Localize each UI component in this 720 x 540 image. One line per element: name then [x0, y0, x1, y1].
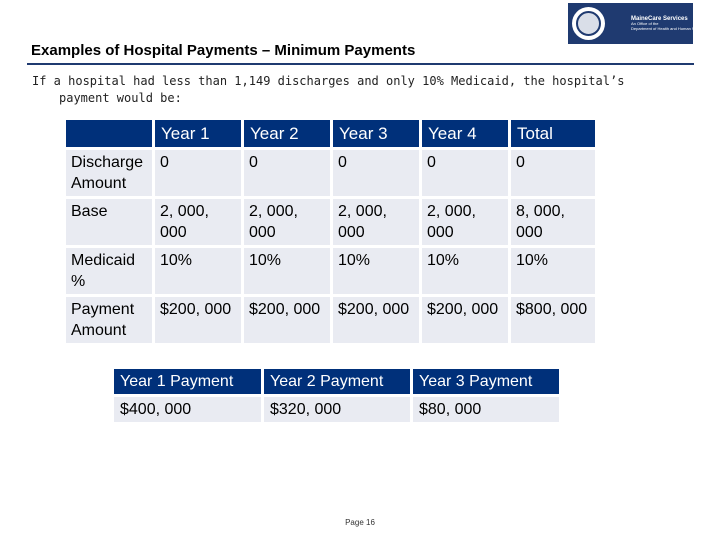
- cell: 0: [511, 150, 595, 196]
- table-row: [66, 297, 595, 343]
- page-number: Page 16: [345, 518, 375, 527]
- cell: 2, 000, 000: [155, 199, 241, 245]
- cell: 10%: [244, 248, 330, 294]
- row-label-discharge: Discharge Amount: [66, 150, 152, 196]
- cell: 2, 000, 000: [244, 199, 330, 245]
- cell: $200, 000: [244, 297, 330, 343]
- header-year-1-payment: Year 1 Payment: [114, 369, 261, 394]
- header-year-1: Year 1: [155, 120, 241, 147]
- payments-table: [63, 117, 598, 346]
- cell: $200, 000: [155, 297, 241, 343]
- header-total: Total: [511, 120, 595, 147]
- mainecare-logo: [568, 3, 708, 44]
- logo-sub-2: Department of Health and Human Services: [631, 25, 708, 31]
- cell: $800, 000: [511, 297, 595, 343]
- table-row: [66, 248, 595, 294]
- cell: $320, 000: [264, 397, 410, 422]
- cell: $80, 000: [413, 397, 559, 422]
- intro-line-1: If a hospital had less than 1,149 discharges and only 10% Medicaid, the hospital’s: [32, 74, 625, 88]
- cell: $200, 000: [333, 297, 419, 343]
- cell: 2, 000, 000: [333, 199, 419, 245]
- intro-line-2: payment would be:: [59, 91, 182, 105]
- row-label-base: Base: [66, 199, 152, 245]
- header-year-3-payment: Year 3 Payment: [413, 369, 559, 394]
- table-header-row: [66, 120, 595, 147]
- header-year-2: Year 2: [244, 120, 330, 147]
- cell: 10%: [511, 248, 595, 294]
- title-divider: [27, 63, 694, 65]
- cell: 0: [155, 150, 241, 196]
- cell: $400, 000: [114, 397, 261, 422]
- row-label-payment: Payment Amount: [66, 297, 152, 343]
- payment-summary-table: [111, 366, 562, 425]
- cell: 10%: [155, 248, 241, 294]
- cell: 10%: [333, 248, 419, 294]
- cell: $200, 000: [422, 297, 508, 343]
- cell: 10%: [422, 248, 508, 294]
- header-year-3: Year 3: [333, 120, 419, 147]
- logo-sub-1: An Office of the: [631, 21, 659, 27]
- table-row: [66, 199, 595, 245]
- logo-text: [631, 16, 707, 31]
- cell: 2, 000, 000: [422, 199, 508, 245]
- row-label-medicaid: Medicaid %: [66, 248, 152, 294]
- header-corner: [66, 120, 152, 147]
- cell: 0: [244, 150, 330, 196]
- header-year-2-payment: Year 2 Payment: [264, 369, 410, 394]
- summary-header-row: [114, 369, 559, 394]
- logo-name: MaineCare Services: [631, 15, 688, 22]
- cell: 8, 000, 000: [511, 199, 595, 245]
- state-seal-icon: [572, 7, 605, 40]
- intro-text: [32, 73, 632, 107]
- table-row: [114, 397, 559, 422]
- header-year-4: Year 4: [422, 120, 508, 147]
- cell: 0: [422, 150, 508, 196]
- slide-title: Examples of Hospital Payments – Minimum Payments: [31, 42, 416, 59]
- cell: 0: [333, 150, 419, 196]
- table-row: [66, 150, 595, 196]
